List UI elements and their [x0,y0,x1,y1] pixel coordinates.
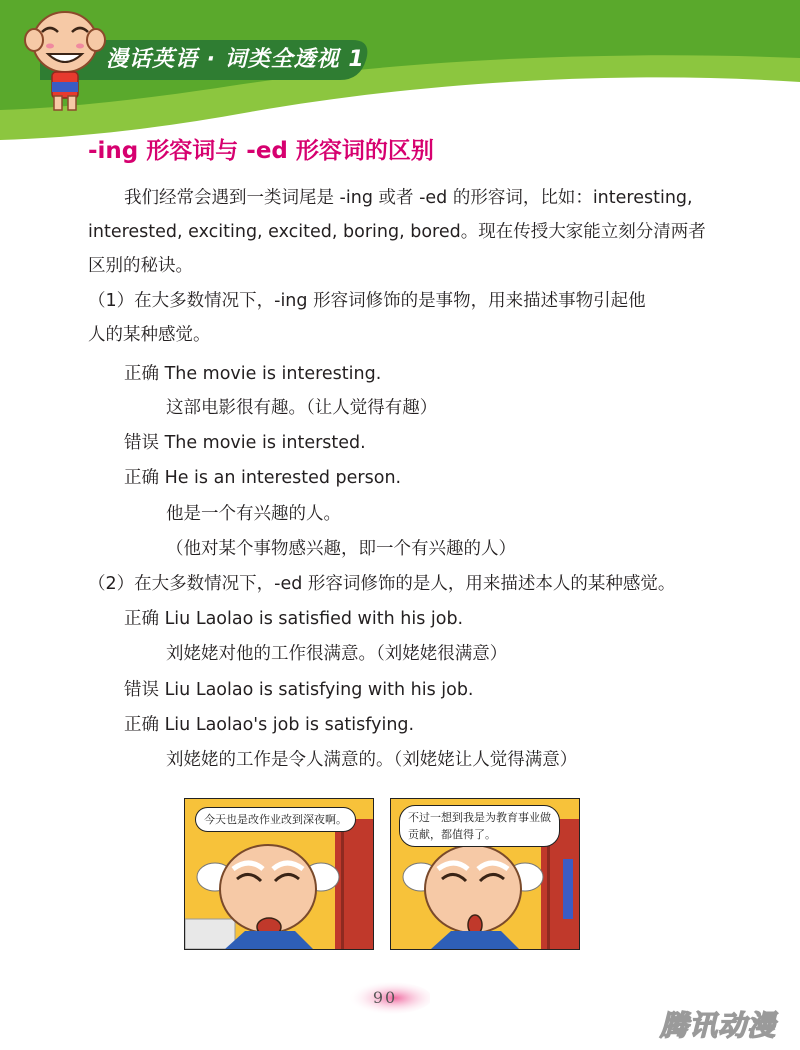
example-correct: 正确 He is an interested person. [124,468,402,488]
series-title: 漫话英语 · 词类全透视 1 [106,47,365,72]
example-translation: 这部电影很有趣。（让人觉得有趣） [166,398,438,418]
example-correct: 正确 The movie is interesting. [124,364,382,384]
example-translation: 他是一个有兴趣的人。 [166,504,341,524]
speech-bubble: 今天也是改作业改到深夜啊。 [195,807,356,832]
example-wrong: 错误 Liu Laolao is satisfying with his job. [124,680,474,700]
rule-heading-2: （2）在大多数情况下，-ed 形容词修饰的是人，用来描述本人的某种感觉。 [88,574,676,594]
comic-panel-1 [184,798,374,950]
mascot-boy-illustration [22,2,108,114]
example-note: （他对某个事物感兴趣，即一个有兴趣的人） [166,539,516,559]
body-paragraph-line: interested, exciting, excited, boring, bored。现在传授大家能立刻分清两者 [88,222,706,242]
speech-line: 不过一想到我是为教育事业做 [408,811,551,824]
example-correct: 正确 Liu Laolao is satisfied with his job. [124,609,464,629]
example-wrong: 错误 The movie is intersted. [124,433,366,453]
example-translation: 刘姥姥的工作是令人满意的。（刘姥姥让人觉得满意） [166,750,578,770]
speech-bubble [399,805,560,847]
comic-strip [184,798,580,950]
rule-heading-1: （1）在大多数情况下，-ing 形容词修饰的是事物，用来描述事物引起他 [88,291,646,311]
watermark-logo: 腾讯动漫 [660,1009,777,1042]
page-number: 90 [372,988,398,1007]
example-correct: 正确 Liu Laolao's job is satisfying. [124,715,415,735]
speech-line: 贡献，都值得了。 [408,828,496,841]
comic-panel-2 [390,798,580,950]
body-paragraph-line: 区别的秘诀。 [88,256,193,276]
section-title: -ing 形容词与 -ed 形容词的区别 [88,138,434,164]
example-translation: 刘姥姥对他的工作很满意。（刘姥姥很满意） [166,644,508,664]
body-paragraph-line: 我们经常会遇到一类词尾是 -ing 或者 -ed 的形容词，比如：interesting, [124,188,693,208]
rule-heading-1-cont: 人的某种感觉。 [88,325,211,345]
